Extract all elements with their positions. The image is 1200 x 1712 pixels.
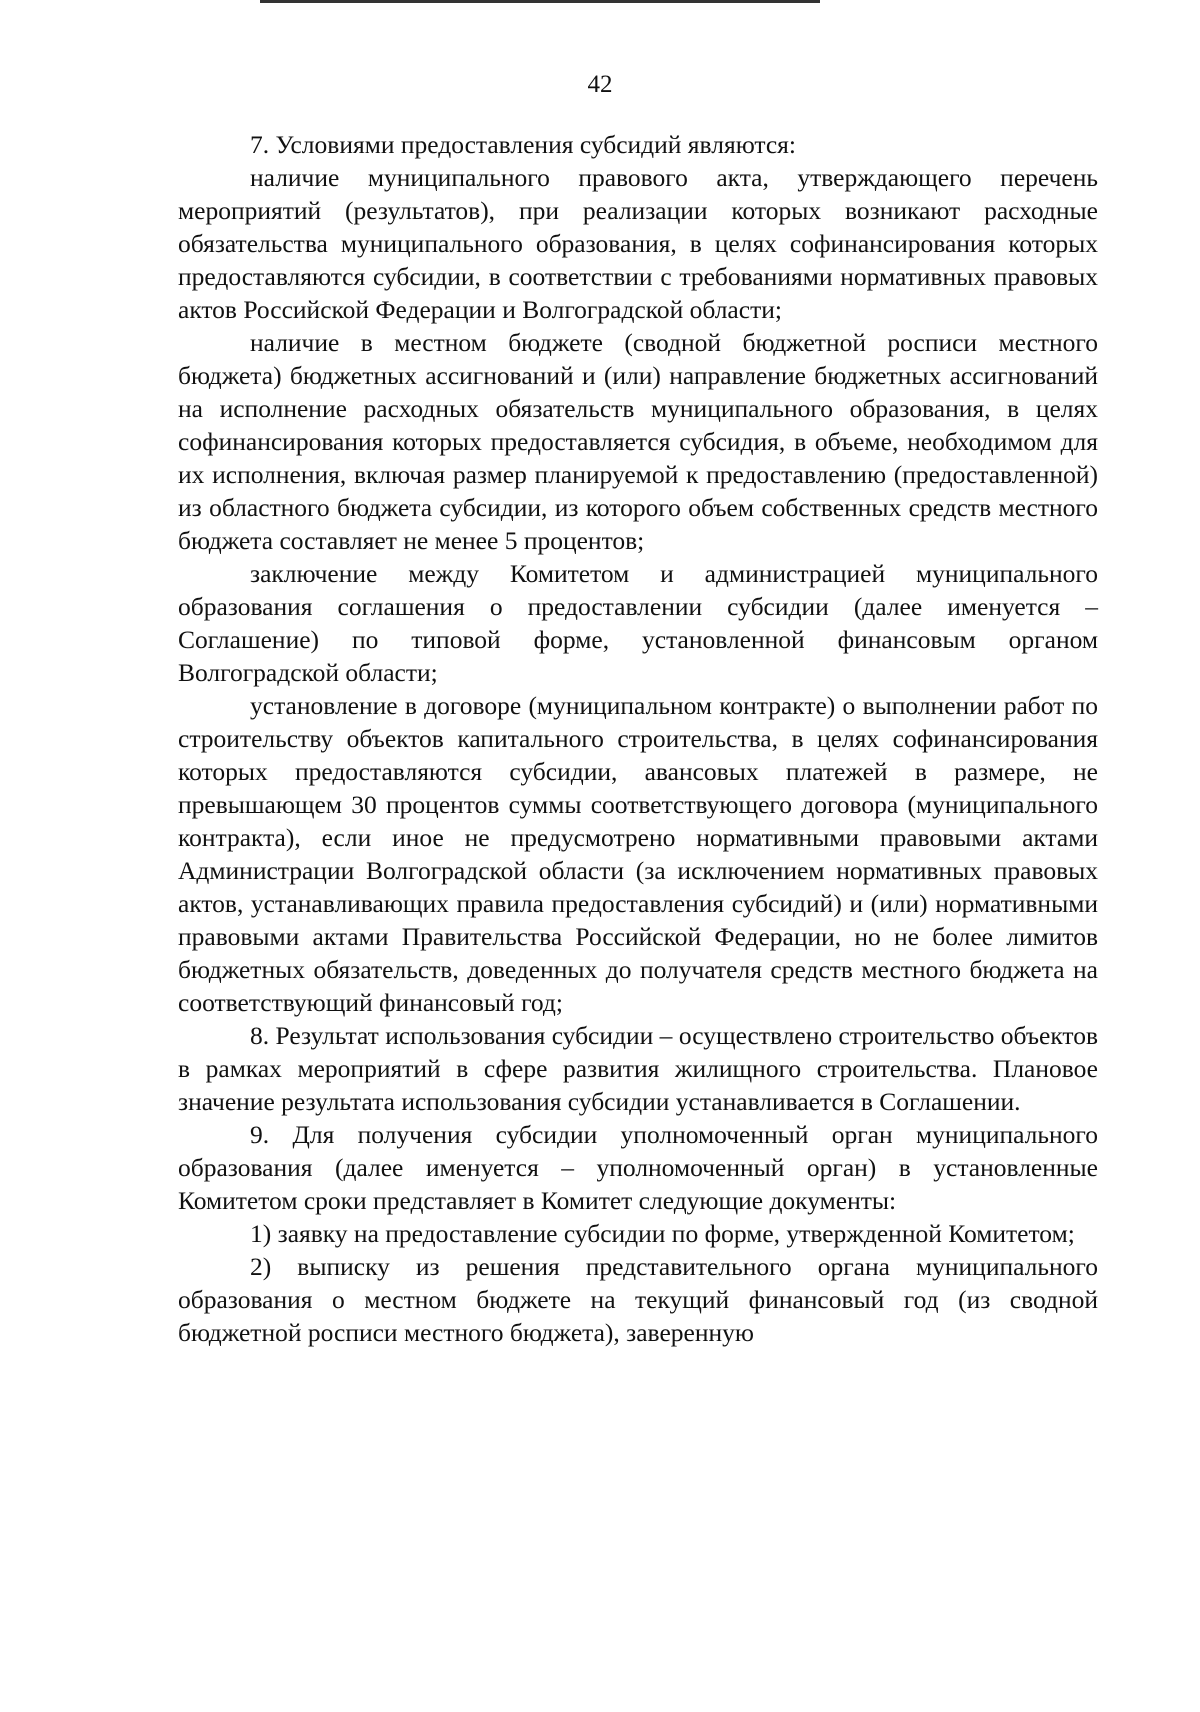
- paragraph-advance-payment-condition: установление в договоре (муниципальном контракте) о выполнении работ по строительству объектов капитального строительства, в целях софинансирования которых предоставляются субсидии, авансовых платежей в размере, не превышающем 30 процентов суммы соответствующего договора (муниципального контракта), если иное не предусмотрено нормативными правовыми актами Администрации Волгоградской области (за исключением нормативных правовых актов, устанавливающих правила предоставления субсидий) и (или) нормативными правовыми актами Правительства Российской Федерации, но не более лимитов бюджетных обязательств, доведенных до получателя средств местного бюджета на соответствующий финансовый год;: [178, 691, 1098, 1017]
- document-body: [178, 128, 1098, 1349]
- paragraph-documents-required: 9. Для получения субсидии уполномоченный орган муниципального образования (далее именуется – уполномоченный орган) в установленные Комитетом сроки представляет в Комитет следующие документы:: [178, 1120, 1098, 1215]
- paragraph-subsidy-result: 8. Результат использования субсидии – осуществлено строительство объектов в рамках мероприятий в сфере развития жилищного строительства. Плановое значение результата использования субсидии устанавливается в Соглашении.: [178, 1021, 1098, 1116]
- paragraph-agreement-condition: заключение между Комитетом и администрацией муниципального образования соглашения о предоставлении субсидии (далее именуется – Соглашение) по типовой форме, установленной финансовым органом Волгоградской области;: [178, 559, 1098, 687]
- list-item-application: 1) заявку на предоставление субсидии по форме, утвержденной Комитетом;: [250, 1219, 1075, 1248]
- list-item-budget-extract: 2) выписку из решения представительного органа муниципального образования о местном бюджете на текущий финансовый год (из сводной бюджетной росписи местного бюджета), заверенную: [178, 1252, 1098, 1347]
- scan-edge-line: [260, 0, 820, 3]
- paragraph-subsidy-conditions-heading: 7. Условиями предоставления субсидий являются:: [250, 130, 796, 159]
- page-number: 42: [587, 71, 613, 98]
- paragraph-budget-allocation-condition: наличие в местном бюджете (сводной бюджетной росписи местного бюджета) бюджетных ассигнований и (или) направление бюджетных ассигнований на исполнение расходных обязательств муниципального образования, в целях софинансирования которых предоставляется субсидия, в объеме, необходимом для их исполнения, включая размер планируемой к предоставлению (предоставленной) из областного бюджета субсидии, из которого объем собственных средств местного бюджета составляет не менее 5 процентов;: [178, 328, 1098, 555]
- paragraph-legal-act-condition: наличие муниципального правового акта, утверждающего перечень мероприятий (результатов), при реализации которых возникают расходные обязательства муниципального образования, в целях софинансирования которых предоставляются субсидии, в соответствии с требованиями нормативных правовых актов Российской Федерации и Волгоградской области;: [178, 163, 1098, 324]
